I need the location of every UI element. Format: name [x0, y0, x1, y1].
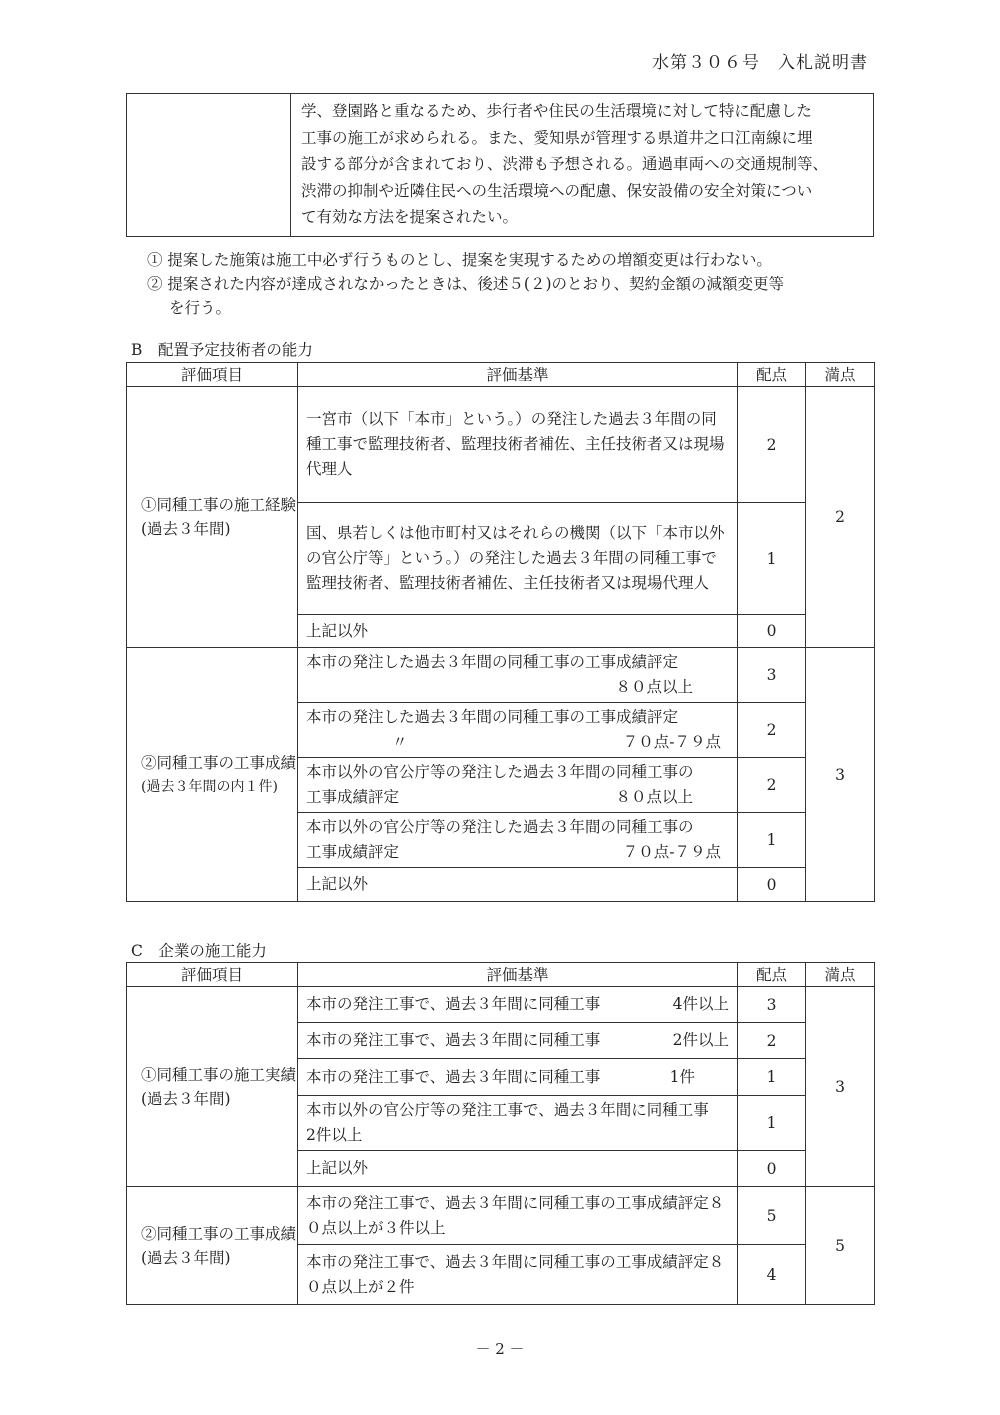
header-full: 満点: [806, 363, 875, 387]
criteria-cell: [298, 813, 738, 868]
full-score-cell: 2: [806, 387, 875, 648]
criteria-cell: 一宮市（以下「本市」という。）の発注した過去３年間の同種工事で監理技術者、監理技術者補佐、主任技術者又は現場代理人: [298, 387, 738, 503]
criteria-cell: 本市の発注工事で、過去３年間に同種工事の工事成績評定８０点以上が３件以上: [298, 1187, 738, 1245]
section-c-table: [126, 962, 875, 1305]
criteria-cell: [298, 1023, 738, 1059]
note-1: ① 提案した施策は施工中必ず行うものとし、提案を実現するための増額変更は行わない。: [147, 251, 772, 269]
criteria-cell: 本市の発注工事で、過去３年間に同種工事の工事成績評定８０点以上が２件: [298, 1245, 738, 1305]
continuation-table: [126, 93, 874, 237]
points-cell: 4: [738, 1245, 806, 1305]
criteria-line: [306, 1065, 729, 1090]
full-score-cell: 3: [806, 987, 875, 1187]
table-row: [127, 987, 875, 1023]
criteria-line: 本市の発注した過去３年間の同種工事の工事成績評定: [306, 708, 679, 726]
points-cell: 0: [738, 868, 806, 902]
criteria-cell: 上記以外: [298, 868, 738, 902]
table-header-row: [127, 363, 875, 387]
points-cell: 0: [738, 1151, 806, 1187]
continuation-line: て有効な方法を提案されたい。: [301, 208, 519, 226]
criteria-cell: 国、県若しくは他市町村又はそれらの機関（以下「本市以外の官公庁等」という。）の発注した過去３年間の同種工事で監理技術者、監理技術者補佐、主任技術者又は現場代理人: [298, 503, 738, 615]
header-criteria: 評価基準: [298, 963, 738, 987]
item-sublabel: (過去３年間の内１件): [141, 778, 278, 795]
note-2: ② 提案された内容が達成されなかったときは、後述５(２)のとおり、契約金額の減額変更等: [147, 275, 785, 293]
criteria-text: 工事成績評定: [306, 843, 400, 861]
continuation-empty-cell: [127, 94, 291, 237]
points-cell: 1: [738, 813, 806, 868]
criteria-cell: [298, 758, 738, 813]
count-text: 2件以上: [672, 1031, 729, 1049]
criteria-line: 本市以外の官公庁等の発注した過去３年間の同種工事の: [306, 763, 694, 781]
score-range: ７０点-７９点: [622, 733, 721, 751]
criteria-cell: 上記以外: [298, 1151, 738, 1187]
item-sublabel: (過去３年間): [141, 1248, 231, 1267]
item-cell: [127, 987, 298, 1187]
points-cell: 3: [738, 987, 806, 1023]
header-item: 評価項目: [127, 363, 298, 387]
section-c-label: C 企業の施工能力: [131, 942, 267, 960]
score-range: ８０点以上: [615, 788, 693, 806]
full-score-cell: 5: [806, 1187, 875, 1305]
table-row: [127, 1187, 875, 1245]
criteria-text: 本市の発注工事で、過去３年間に同種工事: [306, 995, 601, 1013]
full-score-cell: 3: [806, 648, 875, 902]
document-header: 水第３０６号 入札説明書: [652, 53, 868, 73]
header-points: 配点: [738, 363, 806, 387]
points-cell: 1: [738, 1059, 806, 1096]
item-label: ①同種工事の施工経験: [141, 496, 297, 514]
item-cell: [127, 1187, 298, 1305]
points-cell: 1: [738, 503, 806, 615]
continuation-line: 工事の施工が求められる。また、愛知県が管理する県道井之口江南線に埋: [301, 128, 813, 147]
section-b-table: [126, 362, 875, 902]
criteria-cell: [298, 703, 738, 758]
table-header-row: [127, 963, 875, 987]
header-item: 評価項目: [127, 963, 298, 987]
criteria-line: 本市以外の官公庁等の発注した過去３年間の同種工事の: [306, 818, 694, 836]
criteria-text: 本市の発注工事で、過去３年間に同種工事: [306, 1067, 601, 1086]
criteria-line: 本市の発注した過去３年間の同種工事の工事成績評定: [306, 653, 679, 671]
item-sublabel: (過去３年間): [141, 520, 231, 538]
section-b-label: B 配置予定技術者の能力: [131, 341, 313, 359]
header-full: 満点: [806, 963, 875, 987]
criteria-cell: [298, 987, 738, 1023]
criteria-line: [306, 992, 729, 1017]
criteria-text: 工事成績評定: [306, 788, 400, 806]
criteria-cell: 上記以外: [298, 615, 738, 648]
criteria-line: [306, 785, 729, 810]
criteria-text: 本市の発注工事で、過去３年間に同種工事: [306, 1031, 601, 1049]
header-criteria: 評価基準: [298, 363, 738, 387]
continuation-text-cell: [291, 94, 874, 237]
continuation-row: [127, 94, 874, 237]
ditto-mark: 〃: [392, 733, 408, 751]
points-cell: 1: [738, 1096, 806, 1151]
item-cell: [127, 387, 298, 648]
continuation-line: 渋滞の抑制や近隣住民への生活環境への配慮、保安設備の安全対策につい: [301, 181, 813, 200]
table-row: [127, 648, 875, 703]
note-2-continued: を行う。: [169, 299, 232, 317]
points-cell: 2: [738, 703, 806, 758]
count-text: 4件以上: [672, 995, 729, 1013]
score-range: ７０点-７９点: [622, 843, 721, 861]
points-cell: 2: [738, 758, 806, 813]
table-row: [127, 387, 875, 503]
continuation-line: 学、登園路と重なるため、歩行者や住民の生活環境に対して特に配慮した: [301, 102, 812, 120]
criteria-line: [306, 730, 729, 755]
criteria-line: [306, 840, 729, 865]
points-cell: 0: [738, 615, 806, 648]
criteria-cell: [298, 648, 738, 703]
count-text: 1件: [669, 1067, 695, 1086]
continuation-line: 設する部分が含まれており、渋滞も予想される。通過車両への交通規制等、: [301, 155, 829, 173]
item-cell: [127, 648, 298, 902]
criteria-cell: [298, 1059, 738, 1096]
points-cell: 2: [738, 387, 806, 503]
page-number: － 2 －: [475, 1340, 525, 1358]
criteria-cell: 本市以外の官公庁等の発注工事で、過去３年間に同種工事 2件以上: [298, 1096, 738, 1151]
criteria-line: [306, 1028, 729, 1053]
item-label: ①同種工事の施工実績: [141, 1065, 297, 1084]
notes-block: [147, 248, 867, 320]
item-label: ②同種工事の工事成績: [141, 753, 297, 772]
item-label: ②同種工事の工事成績: [141, 1224, 297, 1243]
points-cell: 2: [738, 1023, 806, 1059]
header-points: 配点: [738, 963, 806, 987]
criteria-line: ８０点以上: [615, 678, 693, 696]
points-cell: 5: [738, 1187, 806, 1245]
item-sublabel: (過去３年間): [141, 1089, 231, 1108]
points-cell: 3: [738, 648, 806, 703]
